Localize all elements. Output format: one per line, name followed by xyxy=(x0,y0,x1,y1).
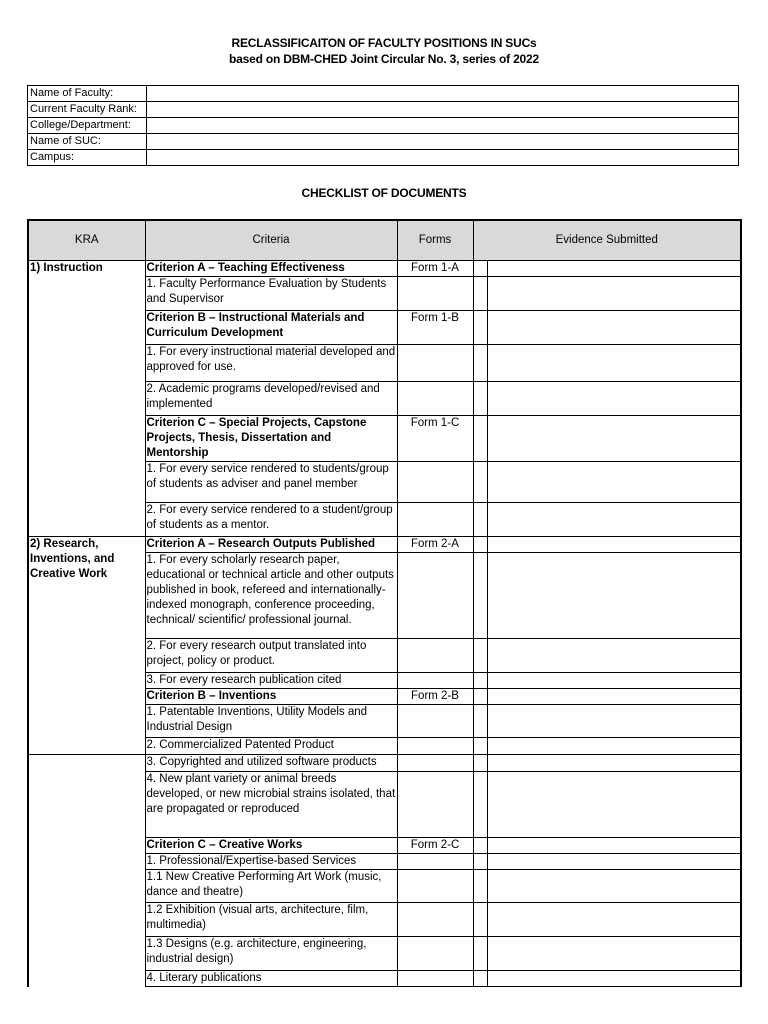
criterion-heading: Criterion C – Creative Works xyxy=(145,838,397,854)
header-forms: Forms xyxy=(397,220,473,261)
form-cell xyxy=(397,870,473,903)
criterion-item: 1.3 Designs (e.g. architecture, engineering, industrial design) xyxy=(145,937,397,971)
form-cell xyxy=(397,937,473,971)
form-cell: Form 2-B xyxy=(397,689,473,705)
evidence-submitted-cell[interactable] xyxy=(487,639,741,673)
evidence-submitted-cell[interactable] xyxy=(487,971,741,987)
info-value-suc[interactable] xyxy=(147,134,739,150)
evidence-submitted-cell[interactable] xyxy=(487,537,741,553)
evidence-submitted-cell[interactable] xyxy=(487,311,741,345)
criterion-item: 2. For every research output translated into project, policy or product. xyxy=(145,639,397,673)
table-row xyxy=(28,261,741,277)
table-row xyxy=(28,537,741,553)
form-cell xyxy=(397,673,473,689)
kra-label: 2) Research, Inventions, and Creative Work xyxy=(28,537,145,755)
evidence-checkbox-cell[interactable] xyxy=(473,261,487,277)
evidence-submitted-cell[interactable] xyxy=(487,277,741,311)
form-cell: Form 2-C xyxy=(397,838,473,854)
section-title: CHECKLIST OF DOCUMENTS xyxy=(301,186,467,200)
evidence-checkbox-cell[interactable] xyxy=(473,870,487,903)
evidence-checkbox-cell[interactable] xyxy=(473,416,487,462)
evidence-submitted-cell[interactable] xyxy=(487,870,741,903)
evidence-checkbox-cell[interactable] xyxy=(473,689,487,705)
criterion-item: 1. For every instructional material developed and approved for use. xyxy=(145,345,397,382)
form-cell xyxy=(397,277,473,311)
document-title: RECLASSIFICAITON OF FACULTY POSITIONS IN SUCs xyxy=(231,36,537,50)
info-label-college: College/Department: xyxy=(28,118,147,134)
form-cell xyxy=(397,382,473,416)
form-cell xyxy=(397,553,473,639)
checklist-table xyxy=(27,219,742,987)
evidence-checkbox-cell[interactable] xyxy=(473,553,487,639)
evidence-submitted-cell[interactable] xyxy=(487,854,741,870)
criterion-heading: Criterion A – Research Outputs Published xyxy=(145,537,397,553)
faculty-info-table xyxy=(27,85,739,166)
criterion-item: 1.1 New Creative Performing Art Work (music, dance and theatre) xyxy=(145,870,397,903)
info-value-college[interactable] xyxy=(147,118,739,134)
evidence-checkbox-cell[interactable] xyxy=(473,462,487,503)
form-cell: Form 1-C xyxy=(397,416,473,462)
evidence-submitted-cell[interactable] xyxy=(487,903,741,937)
evidence-checkbox-cell[interactable] xyxy=(473,738,487,755)
form-cell: Form 2-A xyxy=(397,537,473,553)
criterion-item: 1.2 Exhibition (visual arts, architecture, film, multimedia) xyxy=(145,903,397,937)
evidence-submitted-cell[interactable] xyxy=(487,345,741,382)
form-cell xyxy=(397,738,473,755)
form-cell xyxy=(397,503,473,537)
criterion-item: 1. Patentable Inventions, Utility Models and Industrial Design xyxy=(145,705,397,738)
criterion-heading: Criterion B – Instructional Materials and Curriculum Development xyxy=(145,311,397,345)
criterion-item: 1. For every scholarly research paper, educational or technical article and other outputs published in book, refereed and internationally-indexed monograph, conference proceeding, technical/ scientific/ professional journal. xyxy=(145,553,397,639)
evidence-submitted-cell[interactable] xyxy=(487,937,741,971)
header-evidence: Evidence Submitted xyxy=(473,220,741,261)
evidence-checkbox-cell[interactable] xyxy=(473,838,487,854)
evidence-submitted-cell[interactable] xyxy=(487,738,741,755)
form-cell xyxy=(397,772,473,838)
evidence-checkbox-cell[interactable] xyxy=(473,937,487,971)
evidence-checkbox-cell[interactable] xyxy=(473,382,487,416)
criterion-item: 2. For every service rendered to a student/group of students as a mentor. xyxy=(145,503,397,537)
evidence-submitted-cell[interactable] xyxy=(487,382,741,416)
criterion-item: 4. New plant variety or animal breeds developed, or new microbial strains isolated, that are propagated or reproduced xyxy=(145,772,397,838)
form-cell: Form 1-B xyxy=(397,311,473,345)
criterion-item: 4. Literary publications xyxy=(145,971,397,987)
form-cell: Form 1-A xyxy=(397,261,473,277)
form-cell xyxy=(397,639,473,673)
kra-blank-cell xyxy=(28,755,145,987)
form-cell xyxy=(397,755,473,772)
form-cell xyxy=(397,462,473,503)
table-row xyxy=(28,755,741,772)
info-value-rank[interactable] xyxy=(147,102,739,118)
form-cell xyxy=(397,854,473,870)
form-cell xyxy=(397,705,473,738)
evidence-submitted-cell[interactable] xyxy=(487,503,741,537)
evidence-checkbox-cell[interactable] xyxy=(473,639,487,673)
form-cell xyxy=(397,903,473,937)
evidence-checkbox-cell[interactable] xyxy=(473,971,487,987)
evidence-checkbox-cell[interactable] xyxy=(473,854,487,870)
evidence-submitted-cell[interactable] xyxy=(487,416,741,462)
evidence-checkbox-cell[interactable] xyxy=(473,705,487,738)
info-value-campus[interactable] xyxy=(147,150,739,166)
evidence-checkbox-cell[interactable] xyxy=(473,503,487,537)
info-label-campus: Campus: xyxy=(28,150,147,166)
criterion-item: 1. Professional/Expertise-based Services xyxy=(145,854,397,870)
info-label-rank: Current Faculty Rank: xyxy=(28,102,147,118)
evidence-checkbox-cell[interactable] xyxy=(473,311,487,345)
kra-label: 1) Instruction xyxy=(28,261,145,537)
form-cell xyxy=(397,971,473,987)
criterion-heading: Criterion A – Teaching Effectiveness xyxy=(145,261,397,277)
evidence-submitted-cell[interactable] xyxy=(487,462,741,503)
criterion-heading: Criterion B – Inventions xyxy=(145,689,397,705)
criterion-heading: Criterion C – Special Projects, Capstone Projects, Thesis, Dissertation and Mentorship xyxy=(145,416,397,462)
evidence-submitted-cell[interactable] xyxy=(487,838,741,854)
evidence-submitted-cell[interactable] xyxy=(487,689,741,705)
evidence-checkbox-cell[interactable] xyxy=(473,755,487,772)
evidence-submitted-cell[interactable] xyxy=(487,261,741,277)
document-subtitle: based on DBM-CHED Joint Circular No. 3, series of 2022 xyxy=(229,52,539,66)
evidence-checkbox-cell[interactable] xyxy=(473,537,487,553)
info-value-name[interactable] xyxy=(147,86,739,102)
criterion-item: 1. Faculty Performance Evaluation by Students and Supervisor xyxy=(145,277,397,311)
evidence-checkbox-cell[interactable] xyxy=(473,673,487,689)
evidence-submitted-cell[interactable] xyxy=(487,553,741,639)
criterion-item: 2. Commercialized Patented Product xyxy=(145,738,397,755)
info-label-name: Name of Faculty: xyxy=(28,86,147,102)
header-criteria: Criteria xyxy=(145,220,397,261)
header-kra: KRA xyxy=(28,220,145,261)
evidence-submitted-cell[interactable] xyxy=(487,673,741,689)
evidence-checkbox-cell[interactable] xyxy=(473,345,487,382)
criterion-item: 1. For every service rendered to students/group of students as adviser and panel member xyxy=(145,462,397,503)
evidence-checkbox-cell[interactable] xyxy=(473,903,487,937)
criterion-item: 2. Academic programs developed/revised and implemented xyxy=(145,382,397,416)
evidence-checkbox-cell[interactable] xyxy=(473,772,487,838)
info-label-suc: Name of SUC: xyxy=(28,134,147,150)
evidence-checkbox-cell[interactable] xyxy=(473,277,487,311)
evidence-submitted-cell[interactable] xyxy=(487,772,741,838)
evidence-submitted-cell[interactable] xyxy=(487,705,741,738)
criterion-item: 3. For every research publication cited xyxy=(145,673,397,689)
form-cell xyxy=(397,345,473,382)
criterion-item: 3. Copyrighted and utilized software products xyxy=(145,755,397,772)
evidence-submitted-cell[interactable] xyxy=(487,755,741,772)
